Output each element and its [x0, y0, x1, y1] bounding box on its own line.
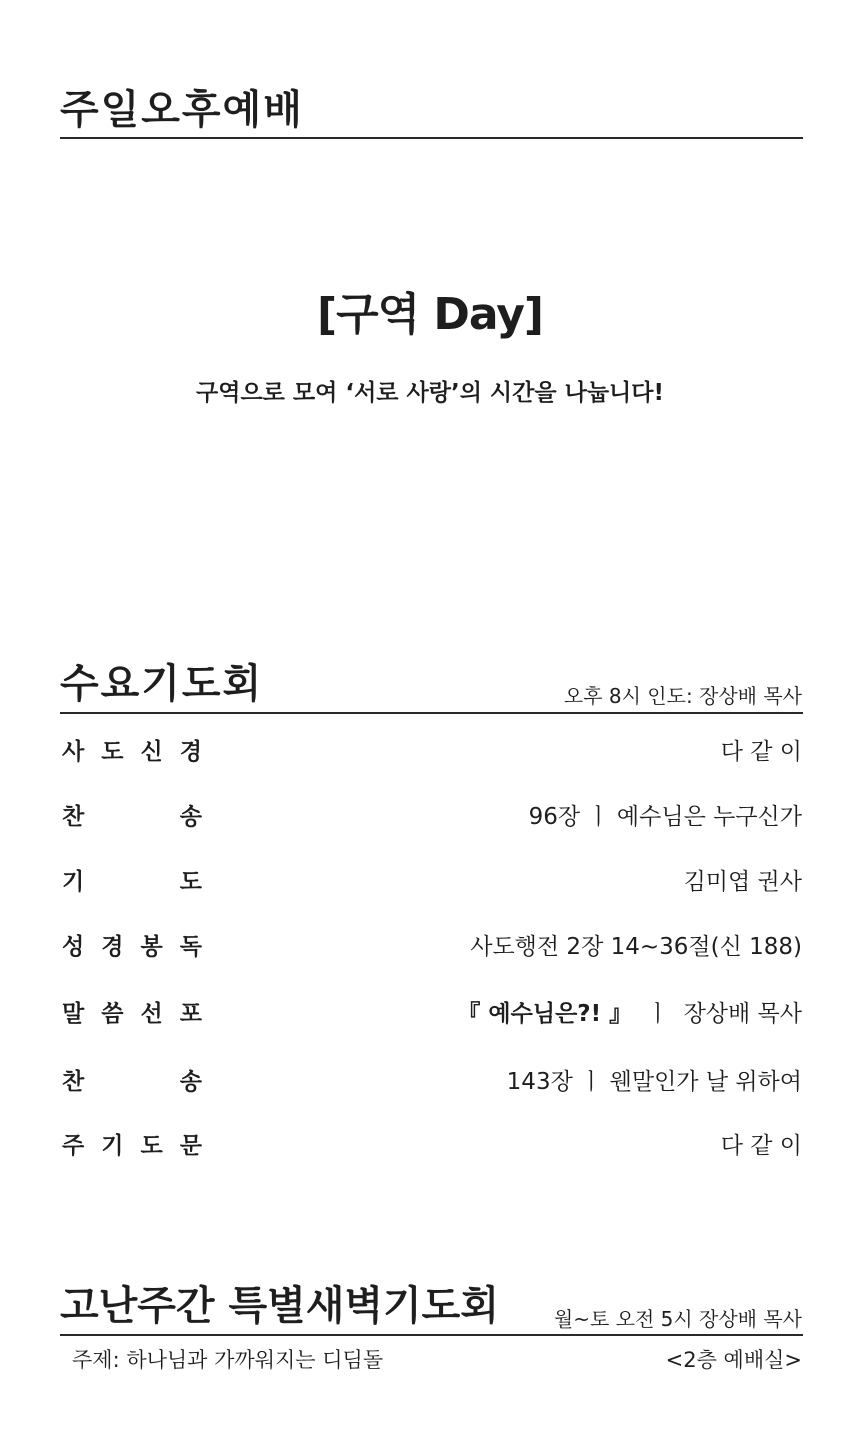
section-divider	[60, 1334, 803, 1336]
order-label: 기 도	[62, 869, 202, 895]
order-value: 96장 ㅣ 예수님은 누구신가	[528, 804, 802, 830]
order-value: 다 같 이	[720, 739, 802, 765]
order-label: 찬 송	[62, 804, 202, 830]
section-divider	[60, 712, 803, 714]
order-label: 말 씀 선 포	[62, 1001, 202, 1027]
order-label: 찬 송	[62, 1069, 202, 1095]
event-description: 구역으로 모여 ‘서로 사랑’의 시간을 나눕니다!	[196, 380, 664, 406]
preacher: ㅣ 장상배 목사	[632, 1001, 802, 1027]
sunday-pm-title: 주일오후예배	[60, 87, 304, 133]
order-value: 사도행전 2장 14~36절(신 188)	[470, 934, 802, 960]
sermon-title: 『 예수님은?! 』	[457, 1001, 633, 1027]
event-title: [구역 Day]	[316, 289, 544, 340]
wednesday-meta: 오후 8시 인도: 장상배 목사	[563, 684, 802, 708]
dawn-location: <2층 예배실>	[665, 1348, 802, 1372]
dawn-topic: 주제: 하나님과 가까워지는 디딤돌	[72, 1348, 384, 1372]
order-label: 사 도 신 경	[62, 739, 202, 765]
order-value: 143장 ㅣ 웬말인가 날 위하여	[506, 1069, 802, 1095]
order-value: 김미엽 권사	[683, 869, 802, 895]
section-divider	[60, 137, 803, 139]
order-label: 주 기 도 문	[62, 1133, 202, 1159]
order-value: 다 같 이	[720, 1133, 802, 1159]
wednesday-title: 수요기도회	[60, 661, 264, 707]
dawn-title: 고난주간 특별새벽기도회	[60, 1283, 499, 1329]
sermon-value	[457, 995, 802, 1028]
order-label: 성 경 봉 독	[62, 934, 202, 960]
dawn-meta: 월~토 오전 5시 장상배 목사	[553, 1307, 802, 1331]
